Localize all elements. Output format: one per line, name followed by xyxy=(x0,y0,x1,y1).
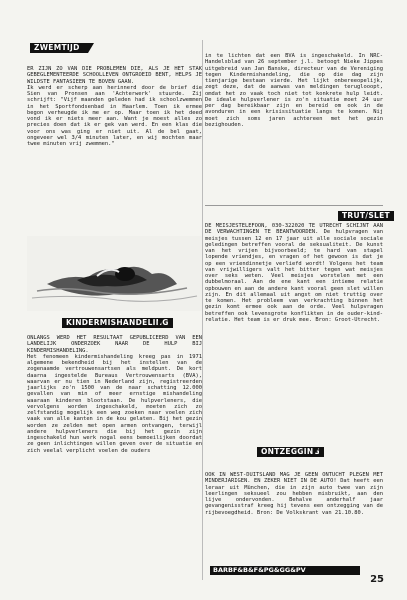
kinder-lead: ONLANGS WERD HET RESULTAAT GEPUBLICEERD VAN EEN LANDELIJK ONDERZOEK NAAR DE HULP BIJ KINDERMISHANDELING. xyxy=(27,335,202,354)
ontzegging-body: OOK IN WEST-DUITSLAND MAG JE GEEN ONTUCHT PLEGEN MET MINDERJARIGEN. EN ZEKER NIET IN DE AUTO! Dat heeft een leraar uit München, die in zijn auto twee van zijn leerlingen seksueel zou hebben misbruikt, aan den lijve ondervonden. Behalve anderhalf jaar gevangenisstraf kreeg hij tevens een ontzegging van de rijbevoegdheid. Bron: De Volkskrant van 21.10.80. xyxy=(205,472,383,516)
zwemtijd-article xyxy=(27,66,202,147)
kinder-article xyxy=(27,335,202,454)
kinder-continuation xyxy=(205,53,383,128)
zwemtijd-body: Ik werd er scherp aan herinnerd door de brief die Sien van Pronsen aan 'Achterwerk' stuurde. Zij schrijft: "Vijf maanden geleden had ik schoolzwemmen in het Sportfondsenbad in Haarlem. Toen ik ermee begon verheugde ik me er op. Maar toen ik het deed vond ik er niets meer aan. Want je moest alles zo precies doen dat ik er gek van werd. En een klas die voor ons was ging er niet uit. Al de bel gaat, ongeveer wel 3/4 minuten later, en wij mochten maar twee minuten vrij zwemmen." xyxy=(27,84,202,147)
ontzegging-banner xyxy=(257,447,320,457)
kinder-body: Het fenomeen kindermishandeling kreeg pas in 1971 algemene bekendheid bij het instellen van de zogenaamde vertrouwensartsen als meldpunt. De kort daarna ingestelde Bureaus Vertrouwensarts (BVA), waarvan er nu tien in Nederland zijn, registreerden jaarlijks zo'n 1500 van de naar schatting 12.000 gevallen van min of meer ernstige mishandeling waaraan kinderen blootstaan. De hulpverleners, die vervolgens worden ingeschakeld, moeten zich zo zelfstandig mogelijk een weg zoeken naar voelen zich vaak van alle kanten in de kou gelaten. Bij het gezin worden ze zelden met open armen ontvangen, terwijl andere hulpverleners die bij het gezin zijn ingeschakeld hun werk nogal eens bemoeilijken doordat ze geen inlichtingen willen geven over de situatie en zich veelal verplicht voelen de ouders xyxy=(27,353,202,454)
column-divider xyxy=(202,40,203,580)
swimmer-photo xyxy=(27,236,202,311)
kinder-continuation-text: in te lichten dat een BVA is ingeschakeld. In NRC-Handelsblad van 26 september j.l. betoogt Nieke Jippes uitgebreid van Jan Banske, directeur van de Vereniging tegen Kindermishandeling, die op die dag zijn tienjarige bestaan vierde. Het lijkt onbereeopelijk, zegt deze, dat de aanwas van meldingen teruglooopt, omdat het zo vaak toch niet tot konkrete hulp leidt. De ideale hulpverlener is zo'n situatie moet 24 uur per dag bereikbaar zijn en bereid om ook in de avonduren in een krisissituatie langs te komen. Nij moet zich soms jaren achtereen met het gezin bezighouden. xyxy=(205,53,383,128)
zwemtijd-banner xyxy=(30,43,88,53)
kinder-banner xyxy=(62,318,169,328)
zwemtijd-title: ZWEMTIJD xyxy=(30,43,84,53)
trut-title: TRUT/SLET xyxy=(338,211,394,221)
kinder-title: KINDERMISHANDELING xyxy=(62,318,173,328)
divider xyxy=(205,205,383,206)
zwemtijd-lead: ER ZIJN ZO VAN DIE PROBLEMEN DIE, ALS JE HET STAK GEBEGLEMENTEERDE SCHOOLLEVEN ONTGROEID BENT, HELPS JE WILDSTE FANTASIEEN TE BOVEN GAAN. xyxy=(27,66,202,85)
ontzegging-title: ONTZEGGING xyxy=(257,447,324,457)
page-number: 25 xyxy=(370,574,384,585)
footer-banner: BARBF&B&F&PG&GG&PV xyxy=(210,566,360,575)
trut-article xyxy=(205,223,383,323)
ontzegging-article xyxy=(205,472,383,516)
trut-body: DE MEISJESTELEFOON, 030-322020 TE UTRECHT SCHIJNT AAN DE VERWACHTINGEN TE BEANTWOORDEN. De hulpvragen van meisjes tussen 12 en 17 jaar uit alle sociale sociale geledingen betreffen vooral de seksualiteit. De kunst van het vrijen bijvoorbeeld; te hard van stapel lopende vriendjes, en vragen of het gewoon is dat je op een vriendinnetje verliefd wordt! Volgens het team van vrijwilligers valt het bitter tegen wat meisjes over seks weten. Veel meisjes worstelen met een dubbelmoraal. Aan de ene kant een intieme relatie opbouwen en aan de andere kant vooral geen slet willen zijn. En dit allemaal uit angst om niet truttig over te komen. Het probleem van verkrachting binnen het gezin komt ermee ook aan de orde. Veel hulpvragen betreffen ook levensgrote konflikten in de ouder-kind-relatie. Het team is er druk mee. Bron: Groot-Utrecht. xyxy=(205,223,383,323)
trut-banner xyxy=(338,211,390,221)
